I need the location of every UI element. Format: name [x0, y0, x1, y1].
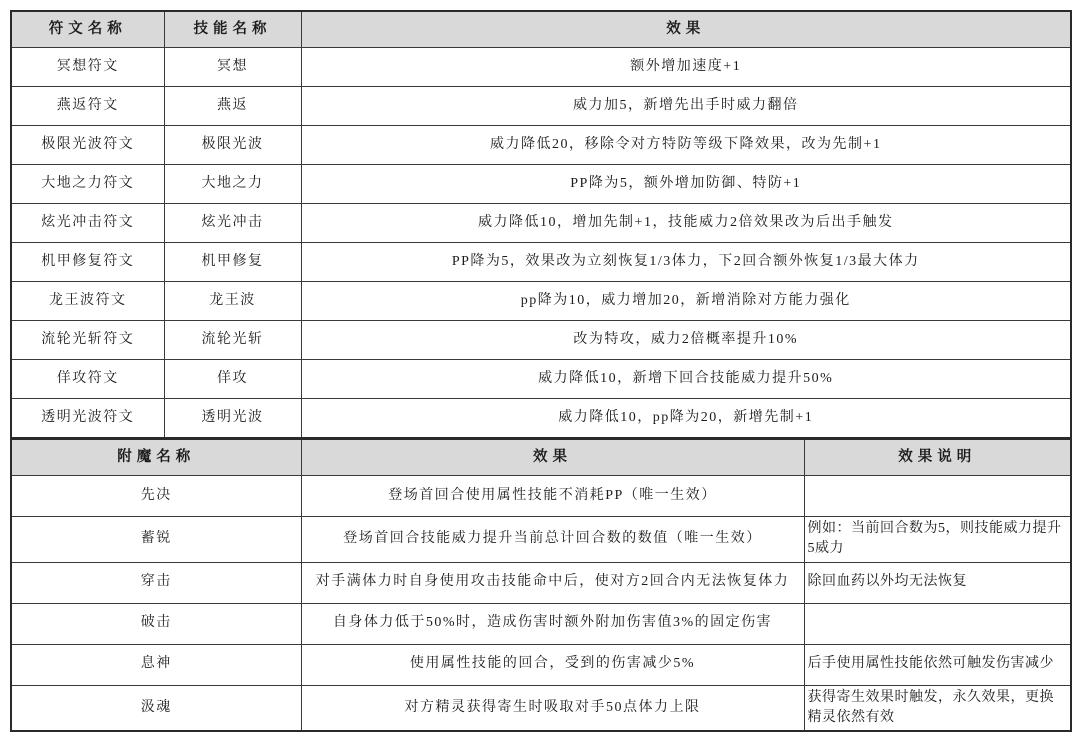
enchant-note-cell: 例如：当前回合数为5，则技能威力提升5威力: [804, 517, 1071, 563]
enchant-name-cell: 破击: [11, 603, 301, 644]
rune-name-cell: 透明光波符文: [11, 399, 164, 439]
enchant-note-cell: [804, 476, 1071, 517]
table-row: [11, 562, 1071, 603]
effect-cell: 额外增加速度+1: [301, 48, 1071, 87]
table-row: [11, 644, 1071, 685]
enchant-name-header: 附魔名称: [11, 439, 301, 476]
effect-cell: 威力降低20，移除令对方特防等级下降效果，改为先制+1: [301, 126, 1071, 165]
rune-name-cell: 大地之力符文: [11, 165, 164, 204]
table-row: [11, 282, 1071, 321]
rune-name-cell: 佯攻符文: [11, 360, 164, 399]
skill-name-cell: 冥想: [164, 48, 301, 87]
rune-name-cell: 燕返符文: [11, 87, 164, 126]
enchant-effect-cell: 使用属性技能的回合，受到的伤害减少5%: [301, 644, 804, 685]
effect-cell: PP降为5，额外增加防御、特防+1: [301, 165, 1071, 204]
table-row: [11, 165, 1071, 204]
table-row: [11, 603, 1071, 644]
skill-name-cell: 佯攻: [164, 360, 301, 399]
effect-cell: PP降为5，效果改为立刻恢复1/3体力，下2回合额外恢复1/3最大体力: [301, 243, 1071, 282]
document-sheet: [10, 10, 1070, 732]
enchant-name-cell: 汲魂: [11, 685, 301, 731]
rune-name-cell: 机甲修复符文: [11, 243, 164, 282]
table-row: [11, 360, 1071, 399]
enchant-name-cell: 穿击: [11, 562, 301, 603]
table-row: [11, 517, 1071, 563]
enchant-note-cell: 除回血药以外均无法恢复: [804, 562, 1071, 603]
rune-name-cell: 炫光冲击符文: [11, 204, 164, 243]
enchant-name-cell: 先决: [11, 476, 301, 517]
skill-name-cell: 流轮光斩: [164, 321, 301, 360]
table-row: [11, 243, 1071, 282]
rune-table-header-row: [11, 11, 1071, 48]
rune-name-cell: 龙王波符文: [11, 282, 164, 321]
enchant-note-header: 效果说明: [804, 439, 1071, 476]
skill-name-cell: 炫光冲击: [164, 204, 301, 243]
skill-name-cell: 龙王波: [164, 282, 301, 321]
rune-name-cell: 流轮光斩符文: [11, 321, 164, 360]
enchant-table-header-row: [11, 439, 1071, 476]
skill-name-cell: 大地之力: [164, 165, 301, 204]
table-row: [11, 87, 1071, 126]
table-row: [11, 476, 1071, 517]
skill-name-cell: 机甲修复: [164, 243, 301, 282]
table-row: [11, 204, 1071, 243]
skill-name-cell: 极限光波: [164, 126, 301, 165]
enchant-effect-cell: 登场首回合使用属性技能不消耗PP（唯一生效）: [301, 476, 804, 517]
effect-cell: 威力降低10，新增下回合技能威力提升50%: [301, 360, 1071, 399]
effect-cell: pp降为10，威力增加20，新增消除对方能力强化: [301, 282, 1071, 321]
enchant-effect-cell: 自身体力低于50%时，造成伤害时额外附加伤害值3%的固定伤害: [301, 603, 804, 644]
enchant-name-cell: 息神: [11, 644, 301, 685]
skill-name-cell: 燕返: [164, 87, 301, 126]
table-row: [11, 321, 1071, 360]
enchant-table: [10, 438, 1072, 732]
enchant-name-cell: 蓄锐: [11, 517, 301, 563]
effect-cell: 威力降低10，pp降为20，新增先制+1: [301, 399, 1071, 439]
table-row: [11, 126, 1071, 165]
enchant-note-cell: [804, 603, 1071, 644]
skill-name-cell: 透明光波: [164, 399, 301, 439]
rune-name-cell: 极限光波符文: [11, 126, 164, 165]
enchant-note-cell: 获得寄生效果时触发，永久效果，更换精灵依然有效: [804, 685, 1071, 731]
rune-table: [10, 10, 1072, 439]
effect-cell: 改为特攻，威力2倍概率提升10%: [301, 321, 1071, 360]
skill-name-header: 技能名称: [164, 11, 301, 48]
rune-name-header: 符文名称: [11, 11, 164, 48]
effect-cell: 威力降低10，增加先制+1，技能威力2倍效果改为后出手触发: [301, 204, 1071, 243]
table-row: [11, 399, 1071, 439]
enchant-effect-cell: 对手满体力时自身使用攻击技能命中后，使对方2回合内无法恢复体力: [301, 562, 804, 603]
effect-cell: 威力加5，新增先出手时威力翻倍: [301, 87, 1071, 126]
table-row: [11, 685, 1071, 731]
enchant-effect-header: 效果: [301, 439, 804, 476]
effect-header: 效果: [301, 11, 1071, 48]
rune-name-cell: 冥想符文: [11, 48, 164, 87]
enchant-effect-cell: 登场首回合技能威力提升当前总计回合数的数值（唯一生效）: [301, 517, 804, 563]
table-row: [11, 48, 1071, 87]
enchant-note-cell: 后手使用属性技能依然可触发伤害减少: [804, 644, 1071, 685]
enchant-effect-cell: 对方精灵获得寄生时吸取对手50点体力上限: [301, 685, 804, 731]
